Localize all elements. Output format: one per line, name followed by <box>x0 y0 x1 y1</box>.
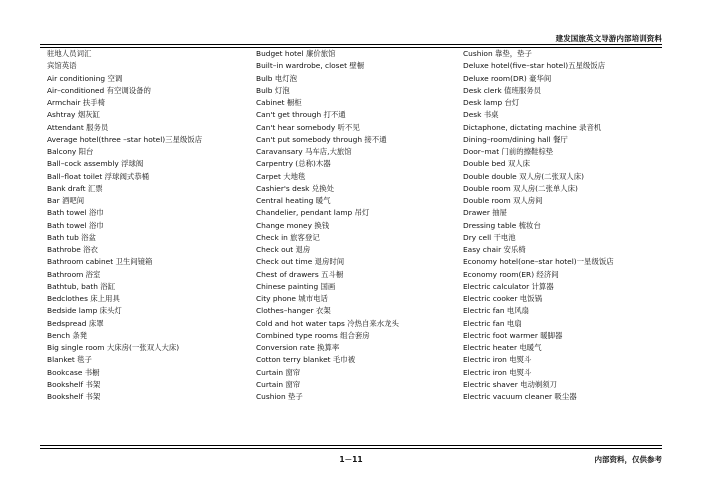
vocab-entry: 宾馆英语 <box>47 61 77 71</box>
page-number: 1－11 <box>339 455 363 464</box>
vocab-entry: Desk lamp 台灯 <box>463 98 520 107</box>
vocab-entry: Carpentry (总称)木器 <box>256 159 331 169</box>
vocab-entry: Bookshelf 书架 <box>47 379 101 389</box>
vocab-entry: Air–conditioned 有空调设备的 <box>47 85 151 95</box>
vocab-entry: Chinese painting 国画 <box>256 281 336 291</box>
vocab-column-1 <box>47 48 247 403</box>
vocab-entry: Electric calculator 计算器 <box>463 281 554 291</box>
vocab-entry: Drawer 抽屉 <box>463 208 508 218</box>
vocab-entry: Bathrobe 浴衣 <box>47 245 98 254</box>
vocab-entry: Bulb 灯泡 <box>256 85 290 95</box>
vocab-entry: Dining–room/dining hall 餐厅 <box>463 134 568 144</box>
vocab-entry: Dry cell 干电池 <box>463 232 516 242</box>
vocab-entry: Bath towel 浴巾 <box>47 220 104 230</box>
vocab-entry: Electric shaver 电动剃须刀 <box>463 379 558 389</box>
vocab-entry: Cotton terry blanket 毛巾被 <box>256 355 356 365</box>
vocab-entry: Cabinet 橱柜 <box>256 98 302 107</box>
vocab-entry: Electric fan 电扇 <box>463 318 522 328</box>
vocab-entry: Change money 换钱 <box>256 220 330 230</box>
vocab-entry: Bedclothes 床上用具 <box>47 294 120 303</box>
vocab-entry: Can't put somebody through 接不通 <box>256 134 387 144</box>
vocab-entry: Double room 双人房(二张单人床) <box>463 183 578 193</box>
footer-note: 内部资料，仅供参考 <box>594 455 662 464</box>
vocab-entry: Double bed 双人床 <box>463 159 530 169</box>
vocab-entry: Bathroom 浴室 <box>47 269 101 279</box>
vocab-entry: Balcony 阳台 <box>47 147 94 156</box>
vocab-entry: Economy room(ER) 经济间 <box>463 269 559 279</box>
vocab-entry: Bedside lamp 床头灯 <box>47 306 122 316</box>
vocab-entry: 驻地人员词汇 <box>47 49 92 58</box>
vocab-column-2 <box>256 48 456 403</box>
vocab-entry: Ball–float toilet 浮球阀式恭桶 <box>47 171 150 181</box>
vocab-entry: Central heating 暖气 <box>256 196 331 205</box>
vocab-entry: Double double 双人房(二张双人床) <box>463 171 584 181</box>
vocab-entry: Cold and hot water taps 冷热自来水龙头 <box>256 318 399 328</box>
vocab-entry: Double room 双人房间 <box>463 196 543 205</box>
vocab-entry: Electric iron 电熨斗 <box>463 367 532 377</box>
vocab-entry: Electric cooker 电饭锅 <box>463 294 542 303</box>
vocab-entry: Average hotel(three –star hotel)三星级饭店 <box>47 134 203 144</box>
vocab-entry: Check in 旅客登记 <box>256 232 320 242</box>
vocab-entry: City phone 城市电话 <box>256 294 328 303</box>
vocab-entry: Caravansary 马车店,大旅馆 <box>256 147 352 156</box>
vocab-entry: Electric fan 电风扇 <box>463 306 530 316</box>
vocab-entry: Electric heater 电暖气 <box>463 343 542 352</box>
vocab-entry: Blanket 毯子 <box>47 355 92 365</box>
footer-rule <box>40 445 662 449</box>
vocab-entry: Budget hotel 廉价旅馆 <box>256 49 336 58</box>
vocab-entry: Economy hotel(one–star hotel)一星级饭店 <box>463 257 614 267</box>
vocab-column-3 <box>463 48 663 403</box>
header-title: 建发国旅英文导游内部培训资料 <box>555 34 662 43</box>
vocab-entry: Dressing table 梳妆台 <box>463 220 541 230</box>
vocab-entry: Curtain 窗帘 <box>256 367 301 377</box>
vocab-entry: Clothes–hanger 衣架 <box>256 306 331 316</box>
vocab-entry: Cushion 靠垫，垫子 <box>463 49 532 58</box>
vocab-entry: Bath tub 浴盆 <box>47 232 96 242</box>
vocab-entry: Desk 书桌 <box>463 110 499 120</box>
vocab-entry: Electric iron 电熨斗 <box>463 355 532 365</box>
vocab-entry: Curtain 窗帘 <box>256 379 301 389</box>
vocab-entry: Ashtray 烟灰缸 <box>47 110 100 120</box>
vocab-entry: Dictaphone, dictating machine 录音机 <box>463 122 602 132</box>
vocab-entry: Ball–cock assembly 浮球阀 <box>47 159 144 169</box>
vocab-entry: Electric foot warmer 暖脚器 <box>463 330 563 340</box>
vocab-entry: Bench 条凳 <box>47 330 88 340</box>
vocab-entry: Bathroom cabinet 卫生间镜箱 <box>47 257 153 267</box>
vocab-entry: Built–in wardrobe, closet 壁橱 <box>256 61 365 71</box>
vocab-entry: Combined type rooms 组合套房 <box>256 330 370 340</box>
vocab-entry: Door–mat 门前的擦鞋棕垫 <box>463 147 554 156</box>
vocab-entry: Easy chair 安乐椅 <box>463 245 526 254</box>
vocab-entry: Bank draft 汇票 <box>47 183 103 193</box>
vocab-entry: Can't get through 打不通 <box>256 110 346 120</box>
vocab-entry: Chest of drawers 五斗橱 <box>256 269 344 279</box>
vocab-entry: Check out 退房 <box>256 245 311 254</box>
vocab-entry: Conversion rate 换算率 <box>256 343 340 352</box>
vocab-entry: Cushion 垫子 <box>256 392 303 401</box>
vocab-entry: Attendant 服务员 <box>47 122 109 132</box>
vocab-entry: Bulb 电灯泡 <box>256 73 298 83</box>
vocab-entry: Bar 酒吧间 <box>47 196 85 205</box>
vocab-entry: Electric vacuum cleaner 吸尘器 <box>463 392 577 401</box>
vocab-entry: Bookcase 书橱 <box>47 367 100 377</box>
vocab-entry: Chandelier, pendant lamp 吊灯 <box>256 208 370 218</box>
vocab-entry: Bathtub, bath 浴缸 <box>47 281 116 291</box>
vocab-entry: Cashier's desk 兑换处 <box>256 183 334 193</box>
vocab-entry: Can't hear somebody 听不见 <box>256 122 360 132</box>
vocab-entry: Armchair 扶手椅 <box>47 98 106 107</box>
vocab-entry: Deluxe hotel(five–star hotel)五星级饭店 <box>463 61 606 71</box>
vocab-entry: Bedspread 床罩 <box>47 318 104 328</box>
vocab-entry: Check out time 退房时间 <box>256 257 345 267</box>
vocab-entry: Deluxe room(DR) 豪华间 <box>463 73 552 83</box>
vocab-entry: Bath towel 浴巾 <box>47 208 104 218</box>
vocab-entry: Desk clerk 值班服务员 <box>463 85 542 95</box>
vocab-entry: Bookshelf 书架 <box>47 392 101 401</box>
vocab-entry: Carpet 大地毯 <box>256 171 306 181</box>
vocab-entry: Big single room 大床房(一张双人大床) <box>47 343 180 352</box>
vocab-entry: Air conditioning 空调 <box>47 73 123 83</box>
